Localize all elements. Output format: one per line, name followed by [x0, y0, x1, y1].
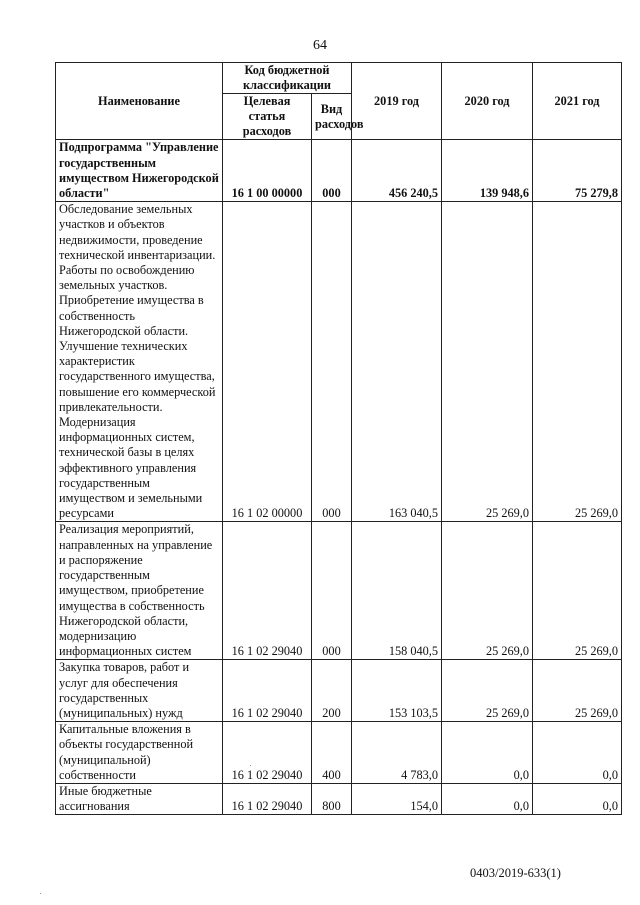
row-2020: 25 269,0: [442, 522, 533, 660]
table-row: [56, 202, 622, 522]
scan-speck: [40, 893, 41, 894]
header-kbk: Код бюджетной классификации: [223, 63, 352, 94]
row-expense-type: 800: [312, 783, 352, 814]
header-2020: 2020 год: [442, 63, 533, 140]
row-2021: 25 269,0: [533, 202, 622, 522]
row-2021: 25 269,0: [533, 660, 622, 722]
table-row: [56, 722, 622, 784]
row-2019: 4 783,0: [352, 722, 442, 784]
row-expense-type: 000: [312, 140, 352, 202]
header-target-article: Целевая статья расходов: [223, 94, 312, 140]
row-expense-type: 000: [312, 202, 352, 522]
table-row: [56, 140, 622, 202]
header-2021: 2021 год: [533, 63, 622, 140]
row-name: Закупка товаров, работ и услуг для обеспечения государственных (муниципальных) нужд: [56, 660, 223, 722]
table-row: [56, 783, 622, 814]
row-2019: 154,0: [352, 783, 442, 814]
row-2021: 75 279,8: [533, 140, 622, 202]
row-2020: 0,0: [442, 722, 533, 784]
row-name: Капитальные вложения в объекты государственной (муниципальной) собственности: [56, 722, 223, 784]
row-target-code: 16 1 02 29040: [223, 783, 312, 814]
row-target-code: 16 1 02 29040: [223, 660, 312, 722]
row-expense-type: 400: [312, 722, 352, 784]
row-2020: 25 269,0: [442, 202, 533, 522]
row-name: Обследование земельных участков и объектов недвижимости, проведение технической инвентаризации. Работы по освобождению земельных участков. Приобретение имущества в собственность Нижегородской области. Улучшение технических характеристик государственного имущества, повышение его коммерческой привлекательности. Модернизация информационных систем, технической базы в целях эффективного управления государственным имуществом и земельными ресурсами: [56, 202, 223, 522]
row-2020: 139 948,6: [442, 140, 533, 202]
row-expense-type: 200: [312, 660, 352, 722]
table-row: [56, 660, 622, 722]
row-target-code: 16 1 02 00000: [223, 202, 312, 522]
scan-speck: [250, 765, 251, 766]
header-2019: 2019 год: [352, 63, 442, 140]
row-2020: 0,0: [442, 783, 533, 814]
budget-table: [55, 62, 622, 815]
page-number: 64: [313, 38, 327, 53]
table-row: [56, 522, 622, 660]
row-name: Подпрограмма "Управление государственным имуществом Нижегородской области": [56, 140, 223, 202]
row-2020: 25 269,0: [442, 660, 533, 722]
document-code: 0403/2019-633(1): [470, 866, 561, 880]
row-2021: 0,0: [533, 783, 622, 814]
row-2019: 456 240,5: [352, 140, 442, 202]
header-row: [56, 63, 622, 94]
row-2021: 0,0: [533, 722, 622, 784]
row-target-code: 16 1 00 00000: [223, 140, 312, 202]
row-name: Реализация мероприятий, направленных на управление и распоряжение государственным имуществом, приобретение имущества в собственность Нижегородской области, модернизацию информационных систем: [56, 522, 223, 660]
row-2019: 153 103,5: [352, 660, 442, 722]
row-target-code: 16 1 02 29040: [223, 722, 312, 784]
row-2019: 163 040,5: [352, 202, 442, 522]
header-name: Наименование: [56, 63, 223, 140]
row-name: Иные бюджетные ассигнования: [56, 783, 223, 814]
row-expense-type: 000: [312, 522, 352, 660]
row-target-code: 16 1 02 29040: [223, 522, 312, 660]
row-2021: 25 269,0: [533, 522, 622, 660]
header-expense-type: Вид расходов: [312, 94, 352, 140]
row-2019: 158 040,5: [352, 522, 442, 660]
